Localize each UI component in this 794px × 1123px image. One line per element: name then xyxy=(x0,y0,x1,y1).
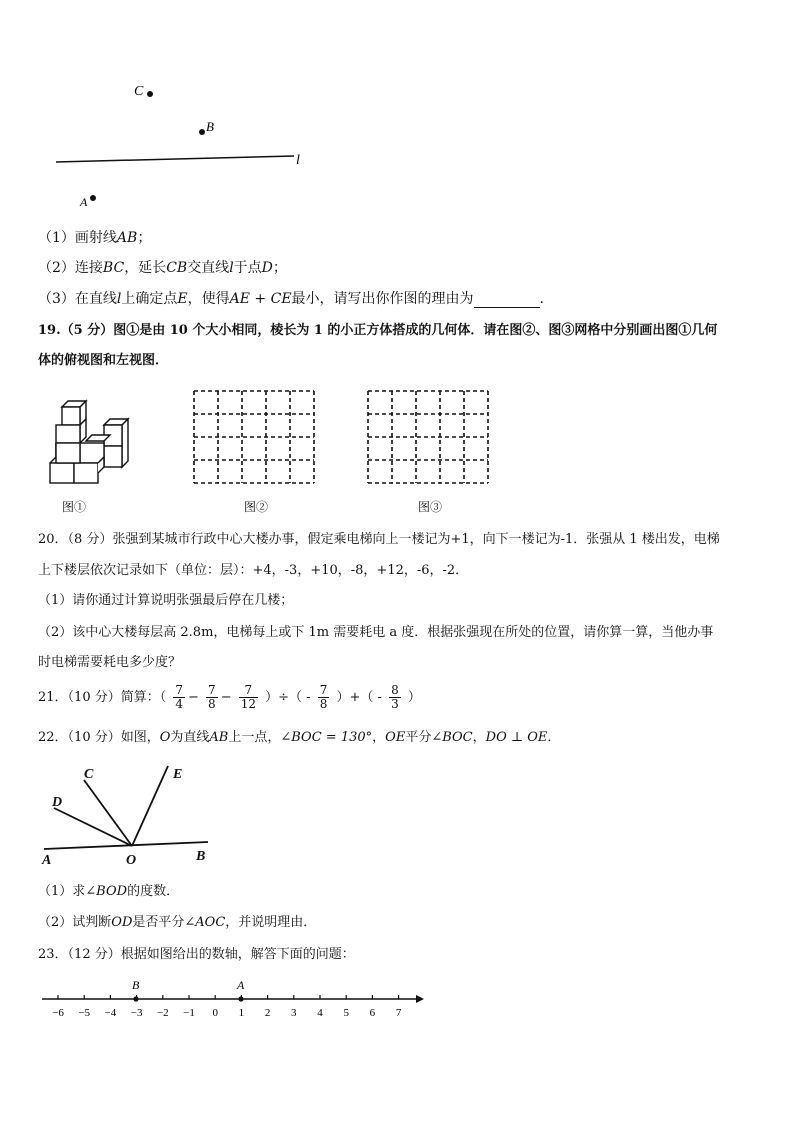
q20-part2-line2: 时电梯需要耗电多少度？ xyxy=(38,655,182,670)
point-a xyxy=(90,195,96,201)
axis-tick-label: 4 xyxy=(317,1007,323,1019)
q20-text-line2: 上下楼层依次记录如下（单位：层）：+4，-3，+10，-8，+12，-6，-2． xyxy=(38,563,469,578)
axis-tick-label: −5 xyxy=(78,1007,91,1019)
q19-figure-1-cubes xyxy=(40,395,140,485)
figure-2-label: 图② xyxy=(244,500,269,514)
q18-part1: （1）画射线AB； xyxy=(38,230,152,246)
q20-part2-line1: （2）该中心大楼每层高 2.8m，电梯每上或下 1m 需要耗电 a 度．根据张强现在所处的位置，请你算一算，当他办事 xyxy=(38,625,714,640)
point-a xyxy=(238,996,243,1001)
fraction-7-12: $\frac{7}{12}$ xyxy=(240,683,257,711)
axis-tick-label: −4 xyxy=(104,1007,117,1019)
axis-tick-label: −6 xyxy=(52,1007,64,1019)
answer-blank xyxy=(474,293,540,308)
q21-expression: 21．（10 分）简算：（ $\frac{7}{4}$ − $\frac{7}{8}$ − $\frac{7}{12}$ ）÷（ - $\frac{7}{8}$ ）+（ - $\frac{8}{3}$ ） xyxy=(38,683,421,711)
q18-part2: （2）连接BC，延长CB交直线l于点D； xyxy=(38,260,287,276)
line-l xyxy=(56,156,294,162)
axis-tick-label: 3 xyxy=(291,1007,297,1019)
point-a-label: A xyxy=(80,195,88,209)
q23-number-line xyxy=(36,975,426,1023)
q18-part3: （3）在直线l上确定点E，使得AE + CE最小，请写出你作图的理由为 . xyxy=(38,291,544,307)
label-o: O xyxy=(126,853,137,868)
axis-tick-label: 7 xyxy=(395,1007,402,1019)
axis-arrow-icon xyxy=(416,995,424,1003)
label-a: A xyxy=(42,853,52,868)
axis-tick-label: −1 xyxy=(183,1007,195,1019)
label-b: B xyxy=(196,849,206,864)
q22-part1: （1）求∠BOD的度数． xyxy=(38,884,180,899)
axis-tick-label: 2 xyxy=(264,1007,271,1019)
axis-tick-label: 5 xyxy=(343,1007,349,1019)
point-b-label: B xyxy=(206,119,214,134)
fraction-7-8: $\frac{7}{8}$ xyxy=(208,683,216,711)
fraction-7-4: $\frac{7}{4}$ xyxy=(175,683,183,711)
point-a-label: A xyxy=(237,978,245,992)
fraction-8-3: $\frac{8}{3}$ xyxy=(391,683,399,711)
point-b xyxy=(199,129,205,135)
axis-tick-label: −3 xyxy=(130,1007,143,1019)
ray-oe xyxy=(132,766,168,846)
q19-text-line2: 体的俯视图和左视图． xyxy=(38,353,169,368)
point-b xyxy=(133,996,138,1001)
q20-text-line1: 20．（8 分）张强到某城市行政中心大楼办事，假定乘电梯向上一楼记为+1，向下一楼记为-1．张强从 1 楼出发，电梯 xyxy=(38,532,720,547)
ray-od xyxy=(54,808,132,846)
q19-text-line1: 19.（5 分）图①是由 10 个大小相同，棱长为 1 的小正方体搭成的几何体．请在图②、图③网格中分别画出图①几何 xyxy=(38,323,718,338)
label-e: E xyxy=(173,767,183,782)
q22-part2: （2）试判断OD是否平分∠AOC，并说明理由． xyxy=(38,915,317,930)
axis-tick-label: 0 xyxy=(212,1007,218,1019)
label-c: C xyxy=(84,767,94,782)
figure-1-label: 图① xyxy=(62,500,87,514)
axis-tick-label: 1 xyxy=(238,1007,245,1019)
q22-text: 22．（10 分）如图，O为直线AB上一点，∠BOC = 130°，OE平分∠BOC，DO ⊥ OE． xyxy=(38,730,561,745)
label-d: D xyxy=(52,795,63,810)
ray-oc xyxy=(84,780,132,846)
q22-angle-figure xyxy=(38,758,228,870)
q23-text: 23．（12 分）根据如图给出的数轴，解答下面的问题： xyxy=(38,947,355,962)
axis-tick-label: 6 xyxy=(369,1007,376,1019)
q19-figure-2-grid xyxy=(192,389,316,485)
point-c-label: C xyxy=(134,84,144,99)
point-b-label: B xyxy=(132,978,140,992)
figure-3-label: 图③ xyxy=(418,500,443,514)
fraction-7-8-b: $\frac{7}{8}$ xyxy=(319,683,328,711)
point-c xyxy=(147,91,153,97)
q20-part1: （1）请你通过计算说明张强最后停在几楼； xyxy=(38,593,294,608)
line-l-label: l xyxy=(296,153,300,168)
q18-figure xyxy=(40,70,320,215)
axis-tick-label: −2 xyxy=(156,1007,169,1019)
q19-figure-3-grid xyxy=(366,389,490,485)
